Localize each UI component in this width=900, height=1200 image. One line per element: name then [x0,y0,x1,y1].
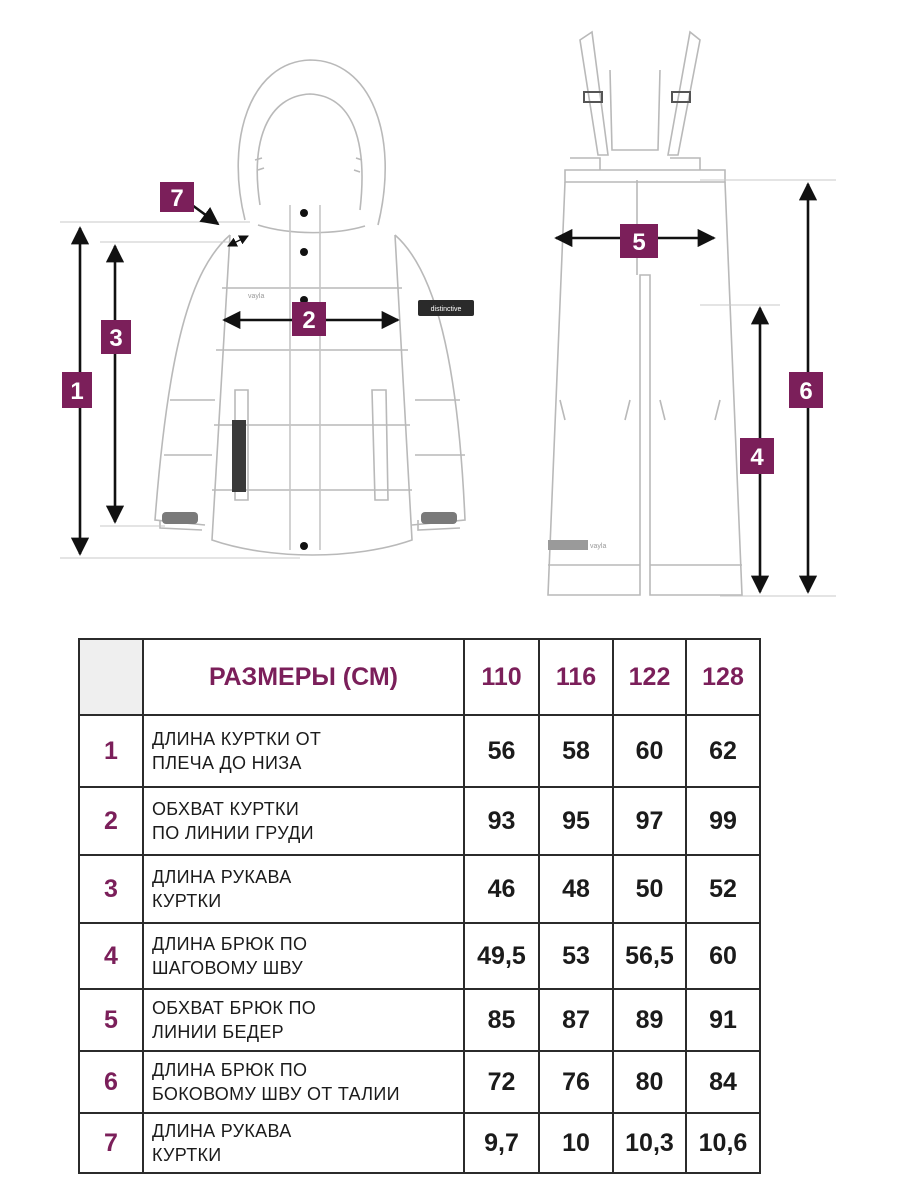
row-value: 60 [613,715,686,787]
row-description-line1: ДЛИНА КУРТКИ ОТ [152,729,322,749]
sleeve-tape [232,420,246,492]
badge-4 [740,438,774,474]
row-value: 9,7 [464,1113,539,1173]
guide-lines [60,180,836,596]
table-row [79,989,760,1051]
size-header-122: 122 [613,639,686,715]
svg-text:7: 7 [170,185,184,212]
table-header-row [79,639,760,715]
pants-reflector [548,540,588,550]
row-value: 62 [686,715,760,787]
row-value: 99 [686,787,760,855]
row-description [143,787,464,855]
row-value: 89 [613,989,686,1051]
measurement-arrows [80,184,808,592]
row-description-line2: ПО ЛИНИИ ГРУДИ [152,823,314,843]
table-header-title: РАЗМЕРЫ (СМ) [143,639,464,715]
badge-7 [160,182,194,212]
row-value: 56,5 [613,923,686,989]
right-cuff [421,512,457,524]
right-buckle [672,92,690,102]
row-value: 97 [613,787,686,855]
row-value: 72 [464,1051,539,1113]
row-value: 84 [686,1051,760,1113]
size-table [78,638,761,1174]
row-value: 56 [464,715,539,787]
svg-text:4: 4 [750,444,764,471]
row-description-line1: ДЛИНА БРЮК ПО [152,1060,308,1080]
row-number: 2 [79,787,143,855]
size-header-110: 110 [464,639,539,715]
badge-2 [292,302,326,336]
svg-text:3: 3 [109,325,123,352]
row-number: 3 [79,855,143,923]
table-row [79,1113,760,1173]
row-value: 93 [464,787,539,855]
badge-5 [620,224,658,258]
row-number: 6 [79,1051,143,1113]
row-value: 80 [613,1051,686,1113]
row-value: 87 [539,989,613,1051]
svg-text:1: 1 [70,378,84,405]
pants-brand-text: vayla [590,543,607,550]
table-row [79,715,760,787]
row-value: 91 [686,989,760,1051]
row-description-line2: КУРТКИ [152,1145,222,1165]
row-value: 85 [464,989,539,1051]
row-description-line1: ДЛИНА РУКАВА [152,1121,292,1141]
row-number: 7 [79,1113,143,1173]
row-description [143,989,464,1051]
row-description [143,1113,464,1173]
row-value: 95 [539,787,613,855]
row-value: 10,3 [613,1113,686,1173]
size-header-128: 128 [686,639,760,715]
row-value: 60 [686,923,760,989]
row-value: 46 [464,855,539,923]
row-description [143,923,464,989]
table-corner [79,639,143,715]
row-number: 5 [79,989,143,1051]
row-description [143,1051,464,1113]
row-description-line1: ОБХВАТ БРЮК ПО [152,998,317,1018]
table-row [79,787,760,855]
row-value: 76 [539,1051,613,1113]
row-value: 50 [613,855,686,923]
svg-text:2: 2 [302,307,316,334]
row-value: 48 [539,855,613,923]
size-header-116: 116 [539,639,613,715]
row-value: 10,6 [686,1113,760,1173]
row-description-line2: ЛИНИИ БЕДЕР [152,1022,284,1042]
row-value: 49,5 [464,923,539,989]
jacket-brand-text: vayla [248,293,265,300]
row-value: 58 [539,715,613,787]
pants-sketch [548,32,742,595]
jacket-buttons [300,209,308,550]
table-row [79,923,760,989]
row-number: 1 [79,715,143,787]
row-description-line2: БОКОВОМУ ШВУ ОТ ТАЛИИ [152,1084,400,1104]
table-row [79,855,760,923]
left-cuff [162,512,198,524]
row-value: 10 [539,1113,613,1173]
row-description [143,715,464,787]
badge-3 [101,320,131,354]
svg-text:6: 6 [799,378,813,405]
row-description [143,855,464,923]
row-value: 53 [539,923,613,989]
row-description-line1: ДЛИНА БРЮК ПО [152,934,308,954]
row-description-line2: ПЛЕЧА ДО НИЗА [152,753,302,773]
badge-6 [789,372,823,408]
svg-text:5: 5 [632,229,646,256]
row-description-line2: ШАГОВОМУ ШВУ [152,958,304,978]
badge-1 [62,372,92,408]
row-value: 52 [686,855,760,923]
row-description-line1: ОБХВАТ КУРТКИ [152,799,300,819]
table-row [79,1051,760,1113]
row-description-line2: КУРТКИ [152,891,222,911]
patch-text: distinctive [430,306,462,313]
row-number: 4 [79,923,143,989]
row-description-line1: ДЛИНА РУКАВА [152,867,292,887]
